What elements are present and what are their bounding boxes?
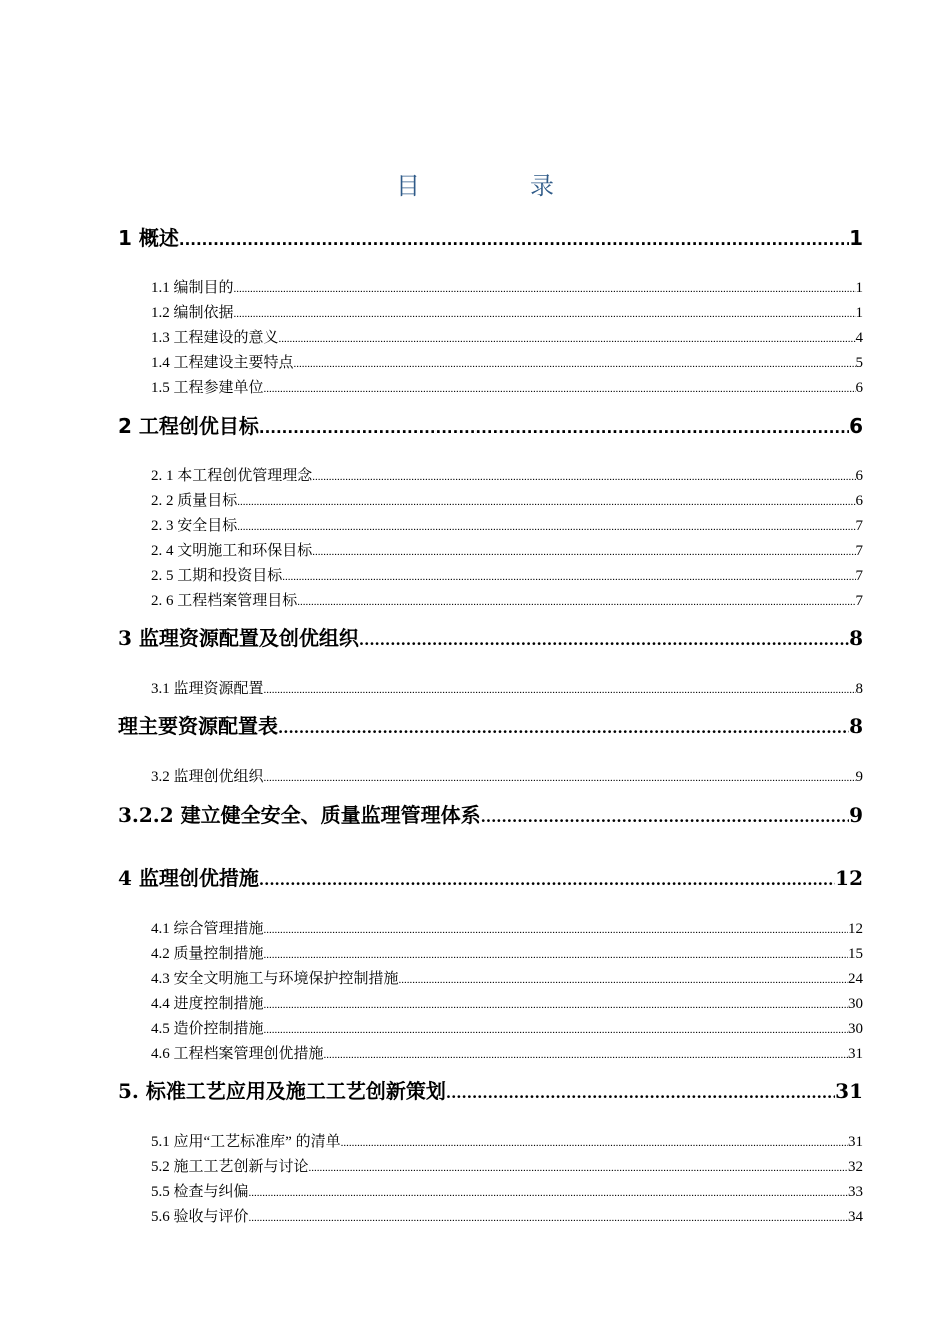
- dot-leader: [259, 414, 849, 438]
- toc-entry-level2[interactable]: [151, 917, 863, 939]
- dot-leader: [341, 1134, 848, 1151]
- toc-entry-level2[interactable]: [151, 326, 863, 348]
- toc-entry-page: 1: [855, 305, 863, 321]
- dot-leader: [324, 1046, 848, 1063]
- toc-entry-level1[interactable]: [118, 799, 863, 829]
- toc-entry-page: 31: [835, 1079, 863, 1103]
- toc-entry-label: 2. 2 质量目标: [151, 493, 238, 509]
- toc-entry-page: 31: [848, 1046, 863, 1062]
- toc-entry-page: 4: [855, 330, 863, 346]
- toc-entry-label: 5.6 验收与评价: [151, 1209, 249, 1225]
- toc-entry-level1[interactable]: [118, 862, 863, 892]
- dot-leader: [264, 681, 856, 698]
- toc-entry-level2[interactable]: [151, 677, 863, 699]
- dot-leader: [259, 866, 835, 890]
- dot-leader: [234, 305, 856, 322]
- dot-leader: [264, 1021, 848, 1038]
- toc-entry-page: 33: [848, 1184, 863, 1200]
- toc-entry-label: 1.3 工程建设的意义: [151, 330, 279, 346]
- toc-entry-page: 32: [848, 1159, 863, 1175]
- toc-entry-label: 5.2 施工工艺创新与讨论: [151, 1159, 309, 1175]
- dot-leader: [249, 1209, 848, 1226]
- toc-entry-label: 5.1 应用“工艺标准库” 的清单: [151, 1134, 341, 1150]
- toc-entry-page: 15: [848, 946, 863, 962]
- toc-entry-label: 1.4 工程建设主要特点: [151, 355, 294, 371]
- toc-entry-level2[interactable]: [151, 1017, 863, 1039]
- toc-entry-level1[interactable]: [118, 410, 863, 440]
- toc-entry-level2[interactable]: [151, 967, 863, 989]
- toc-entry-level2[interactable]: [151, 1155, 863, 1177]
- toc-entry-label: 3.1 监理资源配置: [151, 681, 264, 697]
- toc-entry-page: 6: [855, 468, 863, 484]
- dot-leader: [446, 1079, 835, 1103]
- toc-entry-page: 6: [855, 380, 863, 396]
- toc-entry-level1[interactable]: [118, 222, 863, 252]
- toc-entry-label: 1 概述: [118, 226, 179, 250]
- toc-entry-page: 6: [855, 493, 863, 509]
- dot-leader: [309, 1159, 848, 1176]
- dot-leader: [312, 543, 855, 560]
- toc-entry-level2[interactable]: [151, 301, 863, 323]
- toc-entry-page: 12: [848, 921, 863, 937]
- toc-entry-page: 30: [848, 996, 863, 1012]
- toc-entry-level2[interactable]: [151, 539, 863, 561]
- toc-entry-level2[interactable]: [151, 376, 863, 398]
- toc-title: [0, 166, 950, 201]
- toc-entry-label: 4.3 安全文明施工与环境保护控制措施: [151, 971, 399, 987]
- toc-entry-page: 9: [849, 803, 863, 827]
- toc-entry-label: 3.2.2 建立健全安全、质量监理管理体系: [118, 803, 481, 827]
- toc-entry-page: 30: [848, 1021, 863, 1037]
- toc-entry-page: 1: [855, 280, 863, 296]
- toc-entry-level2[interactable]: [151, 514, 863, 536]
- toc-entry-level2[interactable]: [151, 1205, 863, 1227]
- toc-entry-level2[interactable]: [151, 1180, 863, 1202]
- dot-leader: [278, 714, 849, 738]
- toc-entry-page: 7: [855, 593, 863, 609]
- dot-leader: [237, 493, 855, 510]
- dot-leader: [282, 568, 855, 585]
- toc-entry-label: 4.4 进度控制措施: [151, 996, 264, 1012]
- toc-entry-page: 8: [849, 626, 863, 650]
- toc-entry-page: 7: [855, 543, 863, 559]
- toc-entry-label: 2. 1 本工程创优管理理念: [151, 468, 313, 484]
- toc-entry-page: 12: [835, 866, 863, 890]
- toc-entry-level2[interactable]: [151, 765, 863, 787]
- dot-leader: [279, 330, 856, 347]
- toc-entry-label: 2 工程创优目标: [118, 414, 259, 438]
- toc-entry-label: 4.5 造价控制措施: [151, 1021, 264, 1037]
- dot-leader: [481, 803, 849, 827]
- toc-entry-level2[interactable]: [151, 489, 863, 511]
- toc-entry-level1[interactable]: [118, 1075, 863, 1105]
- toc-entry-level2[interactable]: [151, 351, 863, 373]
- toc-entry-label: 5. 标准工艺应用及施工工艺创新策划: [118, 1079, 446, 1103]
- dot-leader: [264, 996, 848, 1013]
- toc-entry-page: 31: [848, 1134, 863, 1150]
- toc-entry-level2[interactable]: [151, 992, 863, 1014]
- toc-entry-page: 24: [848, 971, 863, 987]
- dot-leader: [264, 946, 848, 963]
- toc-entry-level2[interactable]: [151, 1042, 863, 1064]
- dot-leader: [297, 593, 855, 610]
- dot-leader: [294, 355, 856, 372]
- toc-entry-label: 2. 4 文明施工和环保目标: [151, 543, 313, 559]
- toc-entry-page: 8: [855, 681, 863, 697]
- dot-leader: [179, 226, 849, 250]
- toc-title-char-2: 录: [530, 172, 554, 200]
- toc-entry-page: 7: [855, 518, 863, 534]
- toc-entry-level2[interactable]: [151, 942, 863, 964]
- toc-entry-level1[interactable]: [118, 710, 863, 740]
- toc-entry-page: 34: [848, 1209, 863, 1225]
- toc-entry-level2[interactable]: [151, 564, 863, 586]
- dot-leader: [312, 468, 855, 485]
- dot-leader: [359, 626, 849, 650]
- toc-entry-page: 9: [855, 769, 863, 785]
- dot-leader: [234, 280, 856, 297]
- toc-entry-label: 1.2 编制依据: [151, 305, 234, 321]
- toc-title-char-1: 目: [396, 172, 420, 200]
- toc-entry-label: 2. 5 工期和投资目标: [151, 568, 283, 584]
- toc-entry-label: 4.1 综合管理措施: [151, 921, 264, 937]
- dot-leader: [264, 380, 856, 397]
- dot-leader: [237, 518, 855, 535]
- toc-entry-level2[interactable]: [151, 589, 863, 611]
- toc-entry-label: 4.2 质量控制措施: [151, 946, 264, 962]
- toc-entry-page: 7: [855, 568, 863, 584]
- toc-entry-label: 1.1 编制目的: [151, 280, 234, 296]
- dot-leader: [264, 769, 856, 786]
- toc-entry-level1[interactable]: [118, 622, 863, 652]
- toc-entry-page: 8: [849, 714, 863, 738]
- toc-entry-label: 理主要资源配置表: [118, 714, 278, 738]
- toc-entry-label: 3.2 监理创优组织: [151, 769, 264, 785]
- toc-entry-level2[interactable]: [151, 1130, 863, 1152]
- toc-entry-label: 4 监理创优措施: [118, 866, 259, 890]
- toc-entry-label: 3 监理资源配置及创优组织: [118, 626, 359, 650]
- toc-entry-level2[interactable]: [151, 464, 863, 486]
- toc-entry-label: 2. 6 工程档案管理目标: [151, 593, 298, 609]
- toc-entry-label: 2. 3 安全目标: [151, 518, 238, 534]
- dot-leader: [249, 1184, 848, 1201]
- toc-entry-label: 4.6 工程档案管理创优措施: [151, 1046, 324, 1062]
- dot-leader: [264, 921, 848, 938]
- toc-entry-page: 1: [849, 226, 863, 250]
- toc-entry-page: 6: [849, 414, 863, 438]
- toc-entry-label: 1.5 工程参建单位: [151, 380, 264, 396]
- toc-entry-page: 5: [855, 355, 863, 371]
- toc-entry-level2[interactable]: [151, 276, 863, 298]
- dot-leader: [399, 971, 848, 988]
- toc-entry-label: 5.5 检查与纠偏: [151, 1184, 249, 1200]
